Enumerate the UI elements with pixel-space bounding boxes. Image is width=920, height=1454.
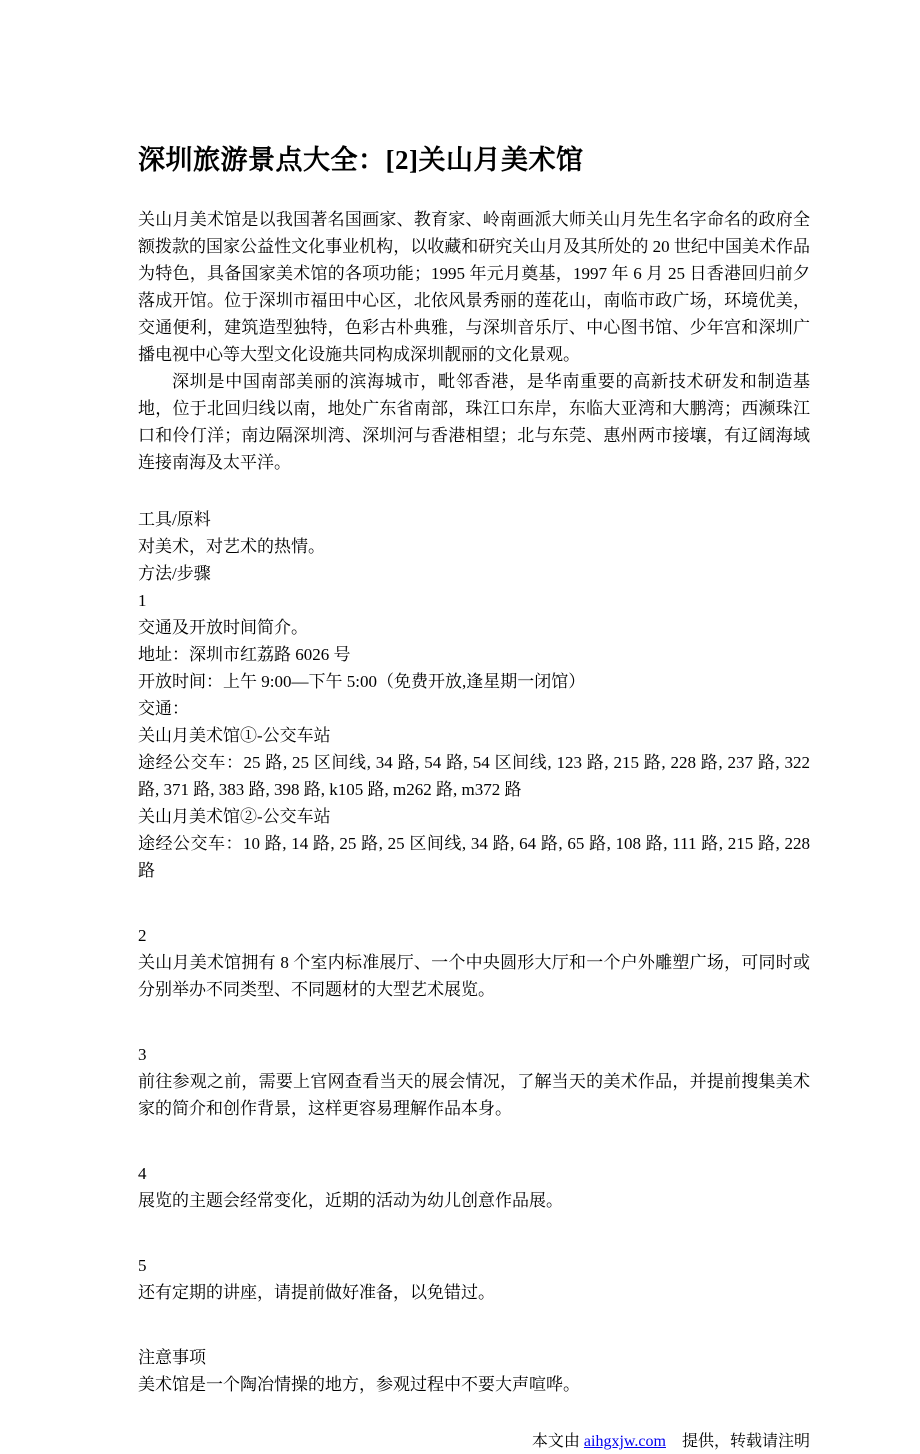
intro-paragraph-2: 深圳是中国南部美丽的滨海城市，毗邻香港，是华南重要的高新技术研发和制造基地，位于北回归线以南，地处广东省南部，珠江口东岸，东临大亚湾和大鹏湾；西濒珠江口和伶仃洋；南边隔深圳湾、深圳河与香港相望；北与东莞、惠州两市接壤，有辽阔海域连接南海及太平洋。 (138, 372, 810, 473)
step-text: 关山月美术馆拥有 8 个室内标准展厅、一个中央圆形大厅和一个户外雕塑广场，可同时或分别举办不同类型、不同题材的大型艺术展览。 (138, 953, 810, 1000)
step-1-line-address: 地址：深圳市红荔路 6026 号 (138, 645, 351, 665)
step-5 (138, 1252, 810, 1306)
step-1-line-buses-1: 途经公交车：25 路, 25 区间线, 34 路, 54 路, 54 区间线, 123 路, 215 路, 228 路, 237 路, 322 路, 371 路, 383 路, 398 路, k105 路, m262 路, m372 路 (138, 753, 810, 800)
document-body (138, 206, 810, 1454)
step-3 (138, 1041, 810, 1122)
step-text: 展览的主题会经常变化，近期的活动为幼儿创意作品展。 (138, 1191, 563, 1211)
intro-paragraph-1: 关山月美术馆是以我国著名国画家、教育家、岭南画派大师关山月先生名字命名的政府全额拨款的国家公益性文化事业机构，以收藏和研究关山月及其所处的 20 世纪中国美术作品为特色，具备国家美术馆的各项功能；1995 年元月奠基，1997 年 6 月 25 日香港回归前夕落成开馆。位于深圳市福田中心区，北依风景秀丽的莲花山，南临市政广场，环境优美，交通便利，建筑造型独特，色彩古朴典雅，与深圳音乐厅、中心图书馆、少年宫和深圳广播电视中心等大型文化设施共同构成深圳靓丽的文化景观。 (138, 210, 810, 365)
step-number: 4 (138, 1164, 147, 1184)
step-number: 1 (138, 591, 147, 611)
page-title: 深圳旅游景点大全：[2]关山月美术馆 (138, 145, 584, 175)
step-text: 前往参观之前，需要上官网查看当天的展会情况，了解当天的美术作品，并提前搜集美术家的简介和创作背景，这样更容易理解作品本身。 (138, 1072, 810, 1119)
footer-source-link[interactable]: aihgxjw.com (583, 1433, 666, 1451)
step-1-line-buses-2: 途经公交车：10 路, 14 路, 25 路, 25 区间线, 34 路, 64 路, 65 路, 108 路, 111 路, 215 路, 228 路 (138, 834, 810, 881)
footer-suffix: 提供，转载请注明 (665, 1433, 810, 1451)
tools-item: 对美术，对艺术的热情。 (138, 537, 325, 557)
step-number: 3 (138, 1045, 147, 1065)
step-1-line-station-1: 关山月美术馆①-公交车站 (138, 726, 331, 746)
step-1-line-hours: 开放时间：上午 9:00—下午 5:00（免费开放,逢星期一闭馆） (138, 672, 586, 692)
tools-heading: 工具/原料 (138, 510, 211, 530)
step-4 (138, 1160, 810, 1214)
step-1-line-intro: 交通及开放时间简介。 (138, 618, 308, 638)
step-1 (138, 587, 810, 884)
step-number: 5 (138, 1256, 147, 1276)
methods-section (138, 560, 810, 1306)
step-number: 2 (138, 926, 147, 946)
step-text: 还有定期的讲座，请提前做好准备，以免错过。 (138, 1283, 495, 1303)
document-footer (138, 1430, 810, 1454)
notes-item: 美术馆是一个陶冶情操的地方，参观过程中不要大声喧哗。 (138, 1375, 580, 1395)
step-2 (138, 922, 810, 1003)
step-1-line-traffic-label: 交通： (138, 699, 189, 719)
footer-prefix: 本文由 (531, 1433, 584, 1451)
tools-section (138, 506, 810, 560)
step-1-line-station-2: 关山月美术馆②-公交车站 (138, 807, 331, 827)
methods-heading: 方法/步骤 (138, 564, 211, 584)
notes-section (138, 1344, 810, 1398)
notes-heading: 注意事项 (138, 1348, 206, 1368)
intro-section (138, 206, 810, 476)
